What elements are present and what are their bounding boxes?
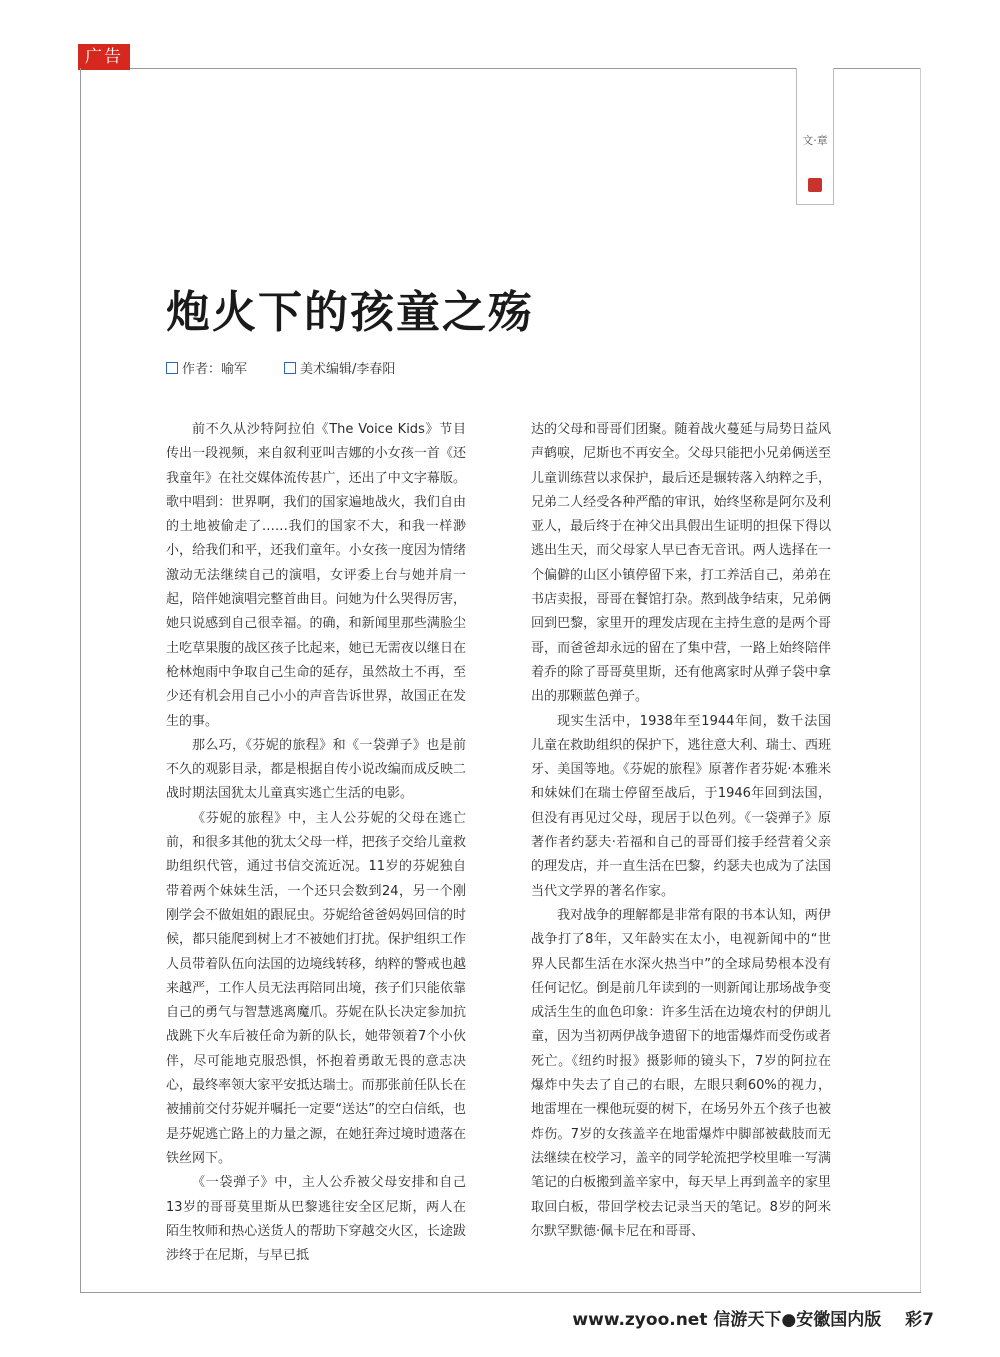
paragraph: 《芬妮的旅程》中，主人公芬妮的父母在逃亡前，和很多其他的犹太父母一样，把孩子交给儿童救助组织代管，通过书信交流近况。11岁的芬妮独自带着两个妹妹生活，一个还只会数到24，另一个刚刚学会不做姐姐的跟屁虫。芬妮给爸爸妈妈回信的时候，都只能爬到树上才不被她们打扰。保护组织工作人员带着队伍向法国的边境线转移，纳粹的警戒也越来越严，工作人员无法再陪同出境，孩子们只能依靠自己的勇气与智慧逃离魔爪。芬妮在队长决定参加抗战跳下火车后被任命为新的队长，她带领着7个小伙伴，尽可能地克服恐惧，怀抱着勇敢无畏的意志决心，最终率领大家平安抵达瑞士。而那张前任队长在被捕前交付芬妮并嘱托一定要“送达”的空白信纸，也是芬妮逃亡路上的力量之源，在她狂奔过境时遗落在铁丝网下。: [166, 810, 466, 1166]
side-tag: [796, 68, 834, 205]
author-text: 作者：喻军: [182, 362, 248, 377]
ad-label: 广告: [78, 44, 130, 70]
page-number: 彩7: [905, 1310, 934, 1330]
side-tag-text: 文·章: [802, 134, 828, 147]
paragraph: 那么巧，《芬妮的旅程》和《一袋弹子》也是前不久的观影目录，都是根据自传小说改编而成反映二战时期法国犹太儿童真实逃亡生活的电影。: [166, 737, 466, 802]
paragraph: 前不久从沙特阿拉伯《The Voice Kids》节目传出一段视频，来自叙利亚叫吉娜的小女孩一首《还我童年》在社交媒体流传甚广，还出了中文字幕版。歌中唱到：世界啊，我们的国家遍地战火，我们自由的土地被偷走了……我们的国家不大，和我一样渺小，给我们和平，还我们童年。小女孩一度因为情绪激动无法继续自己的演唱，女评委上台与她并肩一起，陪伴她演唱完整首曲目。问她为什么哭得厉害，她只说感到自己很幸福。的确，和新闻里那些满脸尘土吃草果腹的战区孩子比起来，她已无需夜以继日在枪林炮雨中争取自己生命的延存，虽然故土不再，至少还有机会用自己小小的声音告诉世界，故国正在发生的事。: [166, 422, 466, 729]
paragraph: 《一袋弹子》中，主人公乔被父母安排和自己13岁的哥哥莫里斯从巴黎逃往安全区尼斯，两人在陌生牧师和热心送货人的帮助下穿越交火区，长途跋涉终于在尼斯，与早已抵: [166, 1175, 466, 1264]
page-footer: [572, 1305, 934, 1330]
author-byline: [166, 358, 247, 377]
checkbox-square-icon: [166, 362, 178, 374]
checkbox-square-icon: [284, 362, 296, 374]
footer-site[interactable]: www.zyoo.net: [572, 1310, 708, 1330]
editor-byline: [284, 358, 395, 377]
paragraph: 我对战争的理解都是非常有限的书本认知，两伊战争打了8年，又年龄实在太小，电视新闻中的“世界人民都生活在水深火热当中”的全球局势根本没有任何记忆。倒是前几年读到的一则新闻让那场战争变成活生生的血色印象：许多生活在边境农村的伊朗儿童，因为当初两伊战争遗留下的地雷爆炸而受伤或者死亡。《纽约时报》摄影师的镜头下，7岁的阿拉在爆炸中失去了自己的右眼，左眼只剩60%的视力，地雷埋在一棵他玩耍的树下，在场另外五个孩子也被炸伤。7岁的女孩盖辛在地雷爆炸中脚部被截肢而无法继续在校学习，盖辛的同学轮流把学校里唯一写满笔记的白板搬到盖辛家中，每天早上再到盖辛的家里取回白板，带回学校去记录当天的笔记。8岁的阿米尔默罕默德·佩卡尼在和哥哥、: [531, 907, 831, 1239]
left-column: [166, 418, 466, 1268]
page-frame-right: [920, 68, 921, 1292]
paragraph: 现实生活中，1938年至1944年间，数千法国儿童在救助组织的保护下，逃往意大利、瑞士、西班牙、美国等地。《芬妮的旅程》原著作者芬妮·本雅米和妹妹们在瑞士停留至战后，于1946年回到法国，但没有再见过父母，现居于以色列。《一袋弹子》原著作者约瑟夫·若福和自己的哥哥们接手经营着父亲的理发店，并一直生活在巴黎，约瑟夫也成为了法国当代文学界的著名作家。: [531, 713, 831, 899]
paragraph: 达的父母和哥哥们团聚。随着战火蔓延与局势日益风声鹤唳，尼斯也不再安全。父母只能把小兄弟俩送至儿童训练营以求保护，最后还是辗转落入纳粹之手，兄弟二人经受各种严酷的审讯，始终坚称是阿尔及利亚人，最后终于在神父出具假出生证明的担保下得以逃出生天，而父母家人早已杳无音讯。两人选择在一个偏僻的山区小镇停留下来，打工养活自己，弟弟在书店卖报，哥哥在餐馆打杂。熬到战争结束，兄弟俩回到巴黎，家里开的理发店现在主持生意的是两个哥哥，而爸爸却永远的留在了集中营，一路上始终陪伴着乔的除了哥哥莫里斯，还有他离家时从弹子袋中拿出的那颗蓝色弹子。: [531, 422, 831, 705]
right-column: [531, 418, 831, 1244]
article-title: 炮火下的孩童之殇: [166, 287, 534, 338]
seal-icon: [808, 178, 822, 192]
editor-text: 美术编辑/李春阳: [300, 362, 396, 377]
footer-brand: 信游天下●安徽国内版: [713, 1310, 882, 1330]
